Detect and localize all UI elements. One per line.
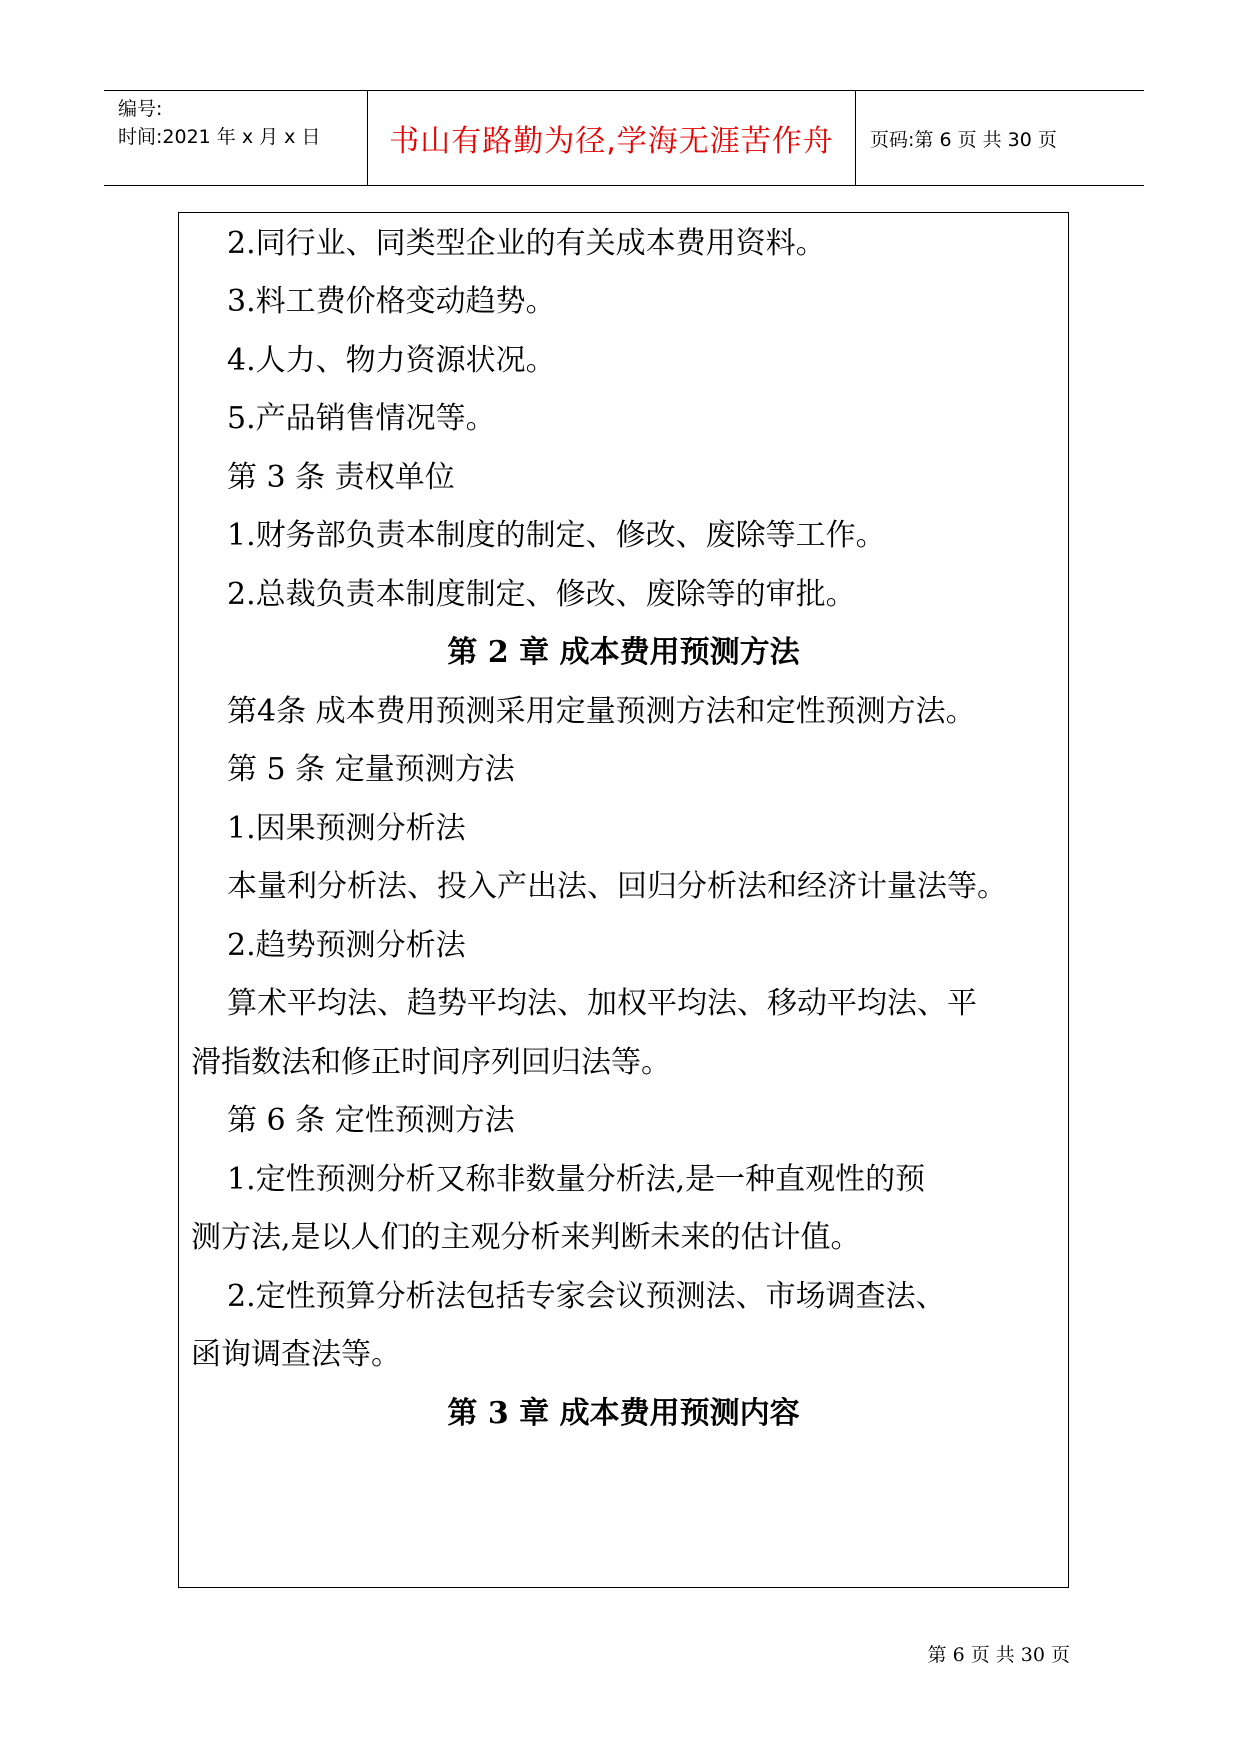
list-item: 2.同行业、同类型企业的有关成本费用资料。: [227, 226, 826, 261]
content-box: [178, 212, 1069, 1588]
paragraph-text: 函询调查法等。: [191, 1337, 401, 1372]
paragraph-text: 2.定性预算分析法包括专家会议预测法、市场调查法、: [227, 1279, 946, 1314]
page-footer: 第 6 页 共 30 页: [927, 1644, 1070, 1666]
header-divider: [855, 91, 856, 185]
article-heading: 第 5 条 定量预测方法: [227, 752, 515, 787]
paragraph-text: 测方法,是以人们的主观分析来判断未来的估计值。: [191, 1220, 861, 1255]
paragraph-text: 滑指数法和修正时间序列回归法等。: [191, 1045, 671, 1080]
chapter-heading: 第 3 章 成本费用预测内容: [447, 1396, 800, 1431]
document-time-label: 时间:2021 年 x 月 x 日: [118, 126, 321, 148]
list-item: 2.总裁负责本制度制定、修改、废除等的审批。: [227, 577, 856, 612]
list-item: 1.财务部负责本制度的制定、修改、废除等工作。: [227, 518, 886, 553]
article-heading: 第4条 成本费用预测采用定量预测方法和定性预测方法。: [227, 694, 976, 729]
list-item: 3.料工费价格变动趋势。: [227, 284, 556, 319]
paragraph-text: 算术平均法、趋势平均法、加权平均法、移动平均法、平: [227, 986, 977, 1021]
article-heading: 第 3 条 责权单位: [227, 460, 455, 495]
list-item: 5.产品销售情况等。: [227, 401, 496, 436]
page-header: [104, 90, 1144, 186]
header-page-number: 页码:第 6 页 共 30 页: [870, 128, 1057, 151]
document-number-label: 编号:: [118, 98, 163, 120]
chapter-heading: 第 2 章 成本费用预测方法: [447, 635, 800, 670]
article-heading: 第 6 条 定性预测方法: [227, 1103, 515, 1138]
paragraph-text: 本量利分析法、投入产出法、回归分析法和经济计量法等。: [227, 869, 1007, 904]
list-item: 1.因果预测分析法: [227, 811, 466, 846]
list-item: 2.趋势预测分析法: [227, 928, 466, 963]
header-motto: 书山有路勤为径,学海无涯苦作舟: [389, 124, 834, 159]
list-item: 4.人力、物力资源状况。: [227, 343, 556, 378]
paragraph-text: 1.定性预测分析又称非数量分析法,是一种直观性的预: [227, 1162, 926, 1197]
header-meta: [118, 95, 358, 151]
